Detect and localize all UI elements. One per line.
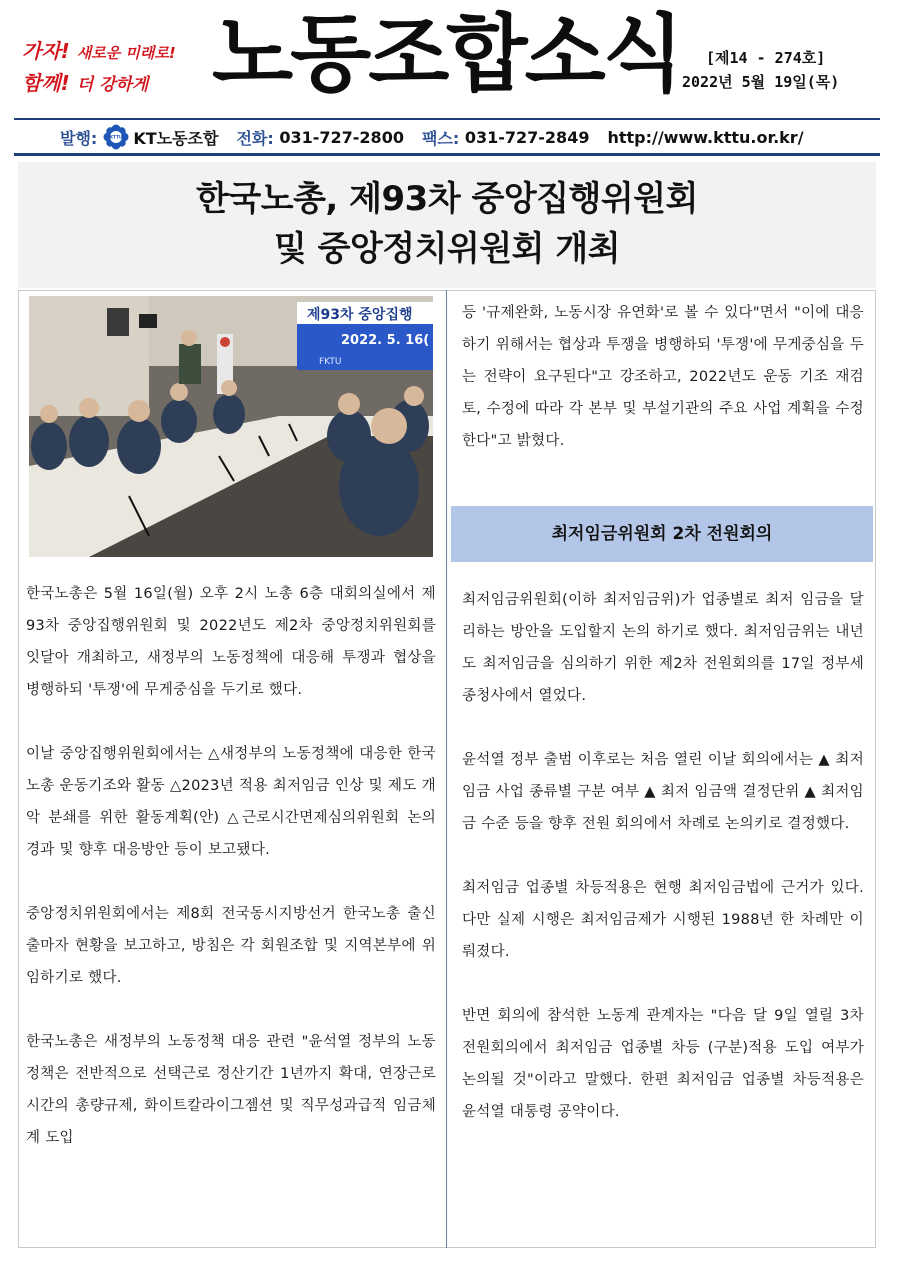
photo-sign-text: FKTU <box>319 357 342 367</box>
publisher-name: KT노동조합 <box>133 128 219 148</box>
headline-line1: 한국노총, 제93차 중앙집행위원회 <box>196 179 698 219</box>
issue-number: [제14 - 274호] <box>706 49 826 67</box>
phone-number: 031-727-2800 <box>279 127 404 147</box>
left-paragraph-1: 한국노총은 5월 16일(월) 오후 2시 노총 6층 대회의실에서 제93차 중앙집행위원회 및 2022년도 제2차 중앙정치위원회를 잇달아 개최하고, 새정부의 노동정책에 대응해 투쟁과 협상을 병행하되 '투쟁'에 무게중심을 두기로 했다. <box>26 586 436 698</box>
section-subhead: 최저임금위원회 2차 전원회의 <box>451 506 873 562</box>
left-paragraph-3: 중앙정치위원회에서는 제8회 전국동시지방선거 한국노총 출신 출마자 현황을 보고하고, 방침은 각 회원조합 및 지역본부에 위임하기로 했다. <box>26 906 436 986</box>
article-headline <box>18 162 876 288</box>
slogan-line2-small: 더 강하게 <box>76 75 149 95</box>
left-column <box>26 578 436 1186</box>
right-column-top <box>462 297 864 489</box>
column-divider <box>446 290 447 1248</box>
right-paragraph-1: 등 '규제완화, 노동시장 유연화'로 볼 수 있다"면서 "이에 대응하기 위해서는 협상과 투쟁을 병행하되 '투쟁'에 무게중심을 두는 전략이 요구된다"고 강조하고, 2022년도 운동 기조 재검토, 수정에 따라 각 본부 및 부설기관의 주요 사업 계획을 수정한다"고 밝혔다. <box>462 305 864 449</box>
phone-label: 전화: <box>236 128 274 148</box>
slogan-line1-big: 가자! <box>22 39 70 63</box>
slogan-line1-small: 새로운 미래로! <box>76 44 176 62</box>
issue-info <box>682 46 882 94</box>
issue-date: 2022년 5월 19일(목) <box>682 73 840 91</box>
contact-bar <box>14 122 880 152</box>
masthead-title: 노동조합소식 <box>212 5 681 103</box>
right-paragraph-2: 최저임금위원회(이하 최저임금위)가 업종별로 최저 임금을 달리하는 방안을 도입할지 논의 하기로 했다. 최저임금위는 내년도 최저임금을 심의하기 위한 제2차 전원회의를 17일 정부세종청사에서 열었다. <box>462 592 864 704</box>
photo-banner-date: 2022. 5. 16( <box>341 333 430 348</box>
photo-banner-text: 제93차 중앙집행 <box>307 307 413 323</box>
right-paragraph-3: 윤석열 정부 출범 이후로는 처음 열린 이날 회의에서는 ▲ 최저임금 사업 종류별 구분 여부 ▲ 최저 임금액 결정단위 ▲ 최저임금 수준 등을 향후 전원 회의에서 차례로 논의키로 결정했다. <box>462 752 864 832</box>
fax-number: 031-727-2849 <box>464 127 590 147</box>
right-paragraph-5: 반면 회의에 참석한 노동계 관계자는 "다음 달 9일 열릴 3차 전원회의에서 최저임금 업종별 차등 (구분)적용 도입 여부가 논의될 것"이라고 말했다. 한편 최저임금 업종별 차등적용은 윤석열 대통령 공약이다. <box>462 1008 864 1120</box>
kttu-logo-text: KTTU <box>110 134 123 140</box>
header-rule-top <box>14 118 880 120</box>
slogan <box>22 36 212 100</box>
fax-label: 팩스: <box>421 128 460 148</box>
right-column-bottom <box>462 584 864 1160</box>
left-paragraph-2: 이날 중앙집행위원회에서는 △새정부의 노동정책에 대응한 한국노총 운동기조와 활동 △2023년 적용 최저임금 인상 및 제도 개악 분쇄를 위한 활동계획(안) △근로시간면제심의위원회 논의 경과 및 향후 대응방안 등이 보고됐다. <box>26 746 436 858</box>
left-paragraph-4: 한국노총은 새정부의 노동정책 대응 관련 "윤석열 정부의 노동정책은 전반적으로 선택근로 정산기간 1년까지 확대, 연장근로시간의 총량규제, 화이트칼라이그젬션 및 직무성과급적 임금체계 도입 <box>26 1034 436 1146</box>
publisher-label: 발행: <box>60 128 98 148</box>
slogan-line2-big: 함께! <box>22 71 70 95</box>
right-paragraph-4: 최저임금 업종별 차등적용은 현행 최저임금법에 근거가 있다. 다만 실제 시행은 최저임금제가 시행된 1988년 한 차례만 이뤄졌다. <box>462 880 864 960</box>
meeting-photo <box>29 296 433 557</box>
headline-line2: 및 중앙정치위원회 개최 <box>273 229 621 269</box>
website-link[interactable]: http://www.kttu.or.kr/ <box>607 127 804 147</box>
header-rule-bottom <box>14 153 880 156</box>
kttu-logo-icon <box>103 124 129 150</box>
